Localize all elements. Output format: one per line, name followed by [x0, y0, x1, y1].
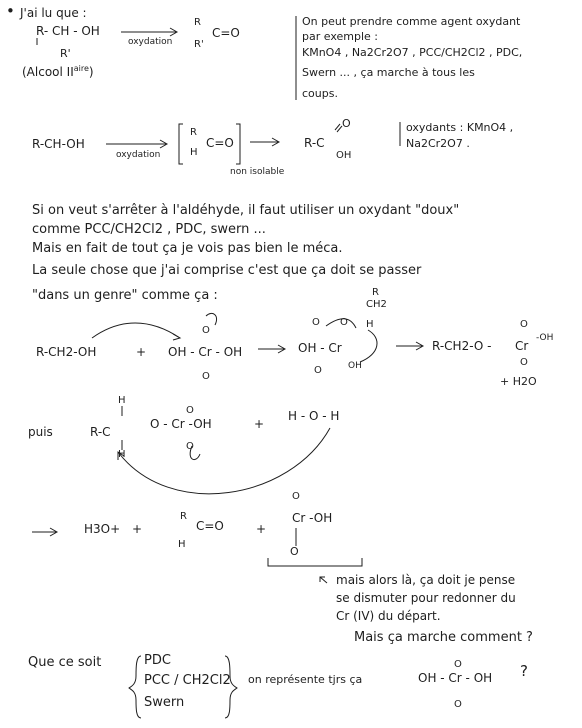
oxidant-list: oxydants : KMnO4 ,	[406, 121, 514, 134]
pointer-arrow	[320, 577, 327, 583]
plus-sign: +	[136, 345, 147, 359]
oxygen-bottom: O	[202, 371, 210, 382]
paragraph-line: Si on veut s'arrêter à l'aldéhyde, il faut utiliser un oxydant "doux"	[32, 203, 460, 218]
reagent-item: PCC / CH2Cl2	[144, 673, 231, 688]
oxygen-top: O	[202, 325, 210, 336]
bracket-left	[179, 124, 183, 164]
intermediate: OH - Cr	[298, 341, 342, 355]
note-line: par exemple :	[302, 30, 378, 43]
acid-oxygen: O	[342, 117, 351, 130]
arrowhead	[173, 334, 180, 340]
unstable-label: non isolable	[230, 167, 285, 177]
note-line: Cr (IV) du départ.	[336, 609, 441, 623]
reaction-arrowhead	[416, 342, 423, 350]
note-line: coups.	[302, 87, 338, 100]
curved-electron-arrow	[360, 330, 377, 362]
int-ch2: CH2	[366, 299, 387, 310]
product-chromium: Cr	[515, 339, 529, 353]
reagent-item: PDC	[144, 653, 171, 668]
note-line: Swern ... , ça marche à tous les	[302, 66, 475, 79]
ester-oxygen-bottom: O	[186, 441, 194, 452]
int-oxygen-left: O	[312, 317, 320, 328]
closing-prefix: Que ce soit	[28, 655, 102, 670]
reaction-arrowhead	[272, 138, 279, 146]
bullet: •	[6, 2, 15, 20]
note-line: mais alors là, ça doit je pense	[336, 573, 516, 587]
product-rprime: R'	[194, 39, 204, 50]
bracket-under	[268, 558, 362, 566]
int-oxygen-ring: O	[340, 317, 348, 328]
alcohol: R-CH2-OH	[36, 345, 97, 359]
note-line: KMnO4 , Na2Cr2O7 , PCC/CH2Cl2 , PDC,	[302, 46, 523, 59]
question-mark: ?	[520, 662, 528, 680]
reagent-item: Swern	[144, 695, 185, 710]
chromic-acid-formula: OH - Cr - OH	[418, 671, 493, 685]
product-ketone: C=O	[212, 26, 240, 40]
reactant-alcohol: R- CH - OH	[36, 24, 100, 38]
aldehyde-h: H	[178, 539, 186, 550]
paragraph-line: Mais en fait de tout ça je vois pas bien le méca.	[32, 241, 343, 256]
paragraph-line: "dans un genre" comme ça :	[32, 288, 218, 303]
formula-oxygen-bottom: O	[454, 699, 462, 710]
alcohol-class-label: (Alcool $II^{aire}$)	[22, 64, 94, 79]
cr-oxygen: O	[290, 545, 299, 558]
reactant-substituent: R'	[60, 47, 71, 60]
bracket-r: R	[190, 127, 197, 138]
brace-left	[129, 656, 141, 718]
aldehyde-r: R	[180, 511, 187, 522]
curved-electron-arrow	[118, 428, 330, 494]
paragraph-line: comme PCC/CH2Cl2 , PDC, swern ...	[32, 222, 266, 237]
water-byproduct: + H2O	[500, 375, 537, 388]
closing-middle: on représente tjrs ça	[248, 673, 363, 686]
chromium-species: Cr -OH	[292, 511, 333, 525]
curved-electron-arrow	[92, 323, 180, 338]
note-line: On peut prendre comme agent oxydant	[302, 15, 521, 28]
oxidant-list: Na2Cr2O7 .	[406, 137, 470, 150]
reaction-arrowhead	[278, 345, 285, 353]
note-line: se dismuter pour redonner du	[336, 591, 516, 605]
arrow-label: oxydation	[128, 37, 173, 47]
formula-oxygen-top: O	[454, 659, 462, 670]
hydrogen-top: H	[118, 395, 126, 406]
reaction-arrowhead	[50, 528, 57, 536]
cr-oxygen-top: O	[292, 491, 300, 502]
int-h-ring: H	[366, 319, 374, 330]
ester-oxygen-top: O	[186, 405, 194, 416]
carbon-chain: R-C	[90, 425, 111, 439]
curved-electron-arrow	[206, 313, 217, 325]
bracket-h: H	[190, 147, 198, 158]
reaction-arrowhead	[170, 28, 177, 36]
product-r: R	[194, 17, 201, 28]
pointer-arrowhead	[320, 577, 325, 582]
reaction-arrowhead	[160, 140, 167, 148]
intro-text: J'ai lu que :	[20, 6, 87, 20]
plus-sign: +	[256, 522, 267, 536]
hydrogen-bottom: H	[118, 449, 126, 460]
paragraph-line: La seule chose que j'ai comprise c'est que ça doit se passer	[32, 263, 422, 278]
product-oxygen-top: O	[520, 319, 528, 330]
hydronium: H3O+	[84, 522, 121, 536]
int-oxygen-bottom: O	[314, 365, 322, 376]
product-hydroxyl: -OH	[536, 333, 554, 343]
chromate-ester: O - Cr -OH	[150, 417, 212, 431]
acid-chain: R-C	[304, 136, 325, 150]
chromate-ester: R-CH2-O -	[432, 339, 492, 353]
acid-hydroxyl: OH	[336, 150, 352, 161]
chromic-reagent: OH - Cr - OH	[168, 345, 243, 359]
arrow-label: oxydation	[116, 150, 161, 160]
step-label: puis	[28, 425, 53, 439]
plus-sign: +	[132, 522, 143, 536]
question-text: Mais ça marche comment ?	[354, 630, 533, 645]
water: H - O - H	[288, 409, 340, 423]
reactant-alcohol: R-CH-OH	[32, 137, 85, 151]
aldehyde-intermediate: C=O	[206, 136, 234, 150]
product-oxygen-bottom: O	[520, 357, 528, 368]
bracket-right	[236, 124, 240, 164]
double-bond	[335, 124, 340, 130]
int-r: R	[372, 287, 379, 298]
plus-sign: +	[254, 417, 265, 431]
aldehyde: C=O	[196, 519, 224, 533]
int-hydroxyl: OH	[348, 361, 362, 371]
